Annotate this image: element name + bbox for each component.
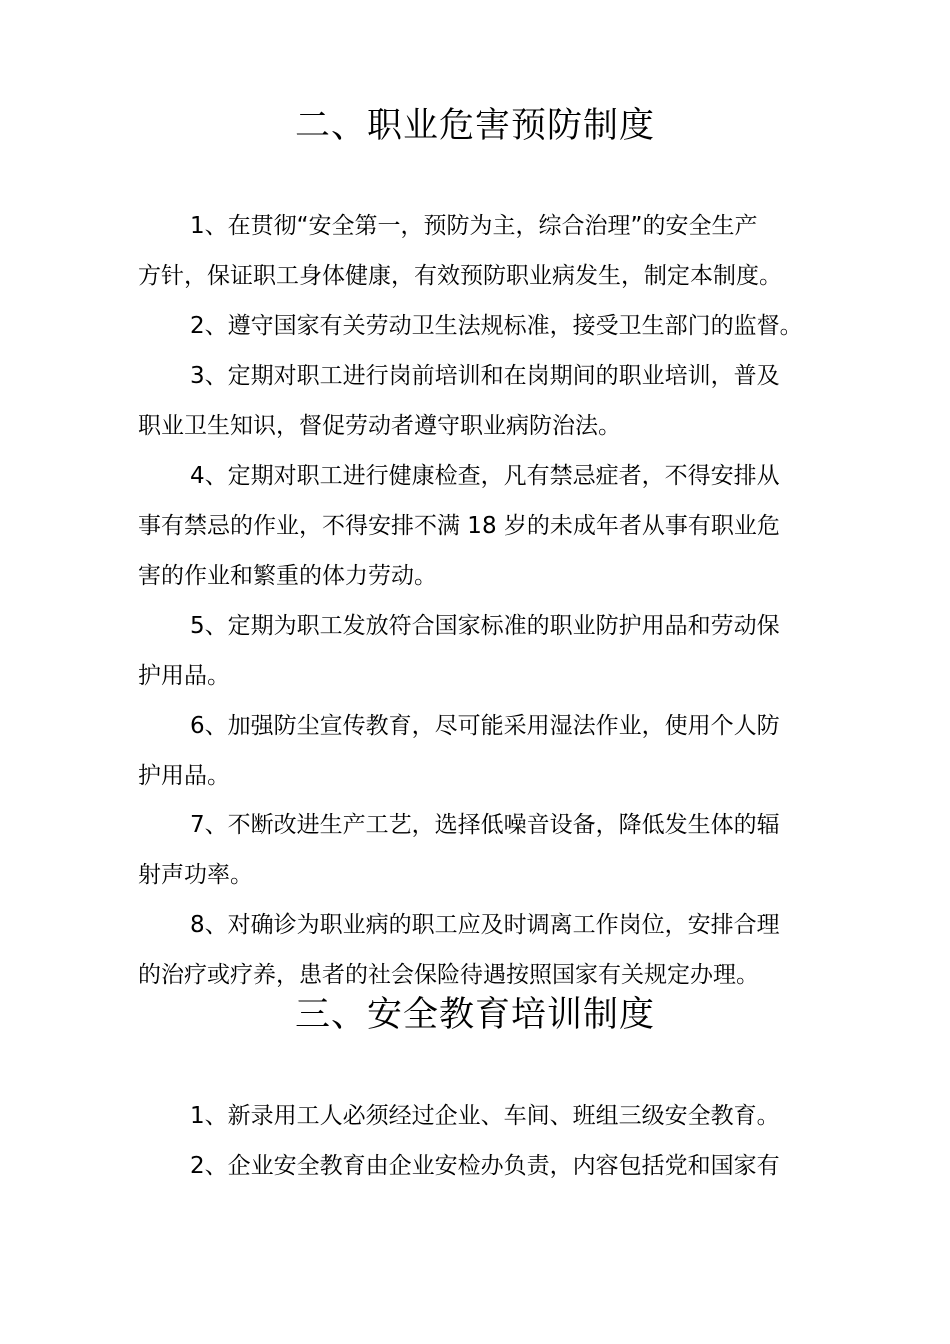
- section-2-item-3-line-1: 3、定期对职工进行岗前培训和在岗期间的职业培训，普及: [190, 363, 780, 389]
- section-2-item-8-line-1: 8、对确诊为职业病的职工应及时调离工作岗位，安排合理: [190, 912, 780, 938]
- section-3-item-2-line-1: 2、企业安全教育由企业安检办负责，内容包括党和国家有: [190, 1153, 780, 1179]
- section-2-item-4-line-2: 事有禁忌的作业，不得安排不满 18 岁的未成年者从事有职业危: [138, 513, 780, 539]
- section-2-item-4-line-3: 害的作业和繁重的体力劳动。: [138, 563, 437, 589]
- section-2-item-1-line-1: 1、在贯彻“安全第一，预防为主，综合治理”的安全生产: [190, 213, 758, 239]
- section-2-item-3-line-2: 职业卫生知识，督促劳动者遵守职业病防治法。: [138, 413, 621, 439]
- section-2-item-6-line-2: 护用品。: [138, 763, 230, 789]
- section-3-item-1-line-1: 1、新录用工人必须经过企业、车间、班组三级安全教育。: [190, 1103, 780, 1129]
- section-2-item-5-line-2: 护用品。: [138, 663, 230, 689]
- section-2-item-6-line-1: 6、加强防尘宣传教育，尽可能采用湿法作业，使用个人防: [190, 713, 780, 739]
- section-2-item-8-line-2: 的治疗或疗养，患者的社会保险待遇按照国家有关规定办理。: [138, 962, 759, 988]
- section-2-title: 二、职业危害预防制度: [294, 106, 655, 146]
- section-2-item-1-line-2: 方针，保证职工身体健康，有效预防职业病发生，制定本制度。: [138, 263, 782, 289]
- section-2-item-4-line-1: 4、定期对职工进行健康检查，凡有禁忌症者，不得安排从: [190, 463, 780, 489]
- section-2-item-5-line-1: 5、定期为职工发放符合国家标准的职业防护用品和劳动保: [190, 613, 780, 639]
- section-2-item-2-line-1: 2、遵守国家有关劳动卫生法规标准，接受卫生部门的监督。: [190, 313, 803, 339]
- section-3-title: 三、安全教育培训制度: [294, 995, 655, 1035]
- section-2-item-7-line-2: 射声功率。: [138, 862, 253, 888]
- section-2-item-7-line-1: 7、不断改进生产工艺，选择低噪音设备，降低发生体的辐: [190, 812, 780, 838]
